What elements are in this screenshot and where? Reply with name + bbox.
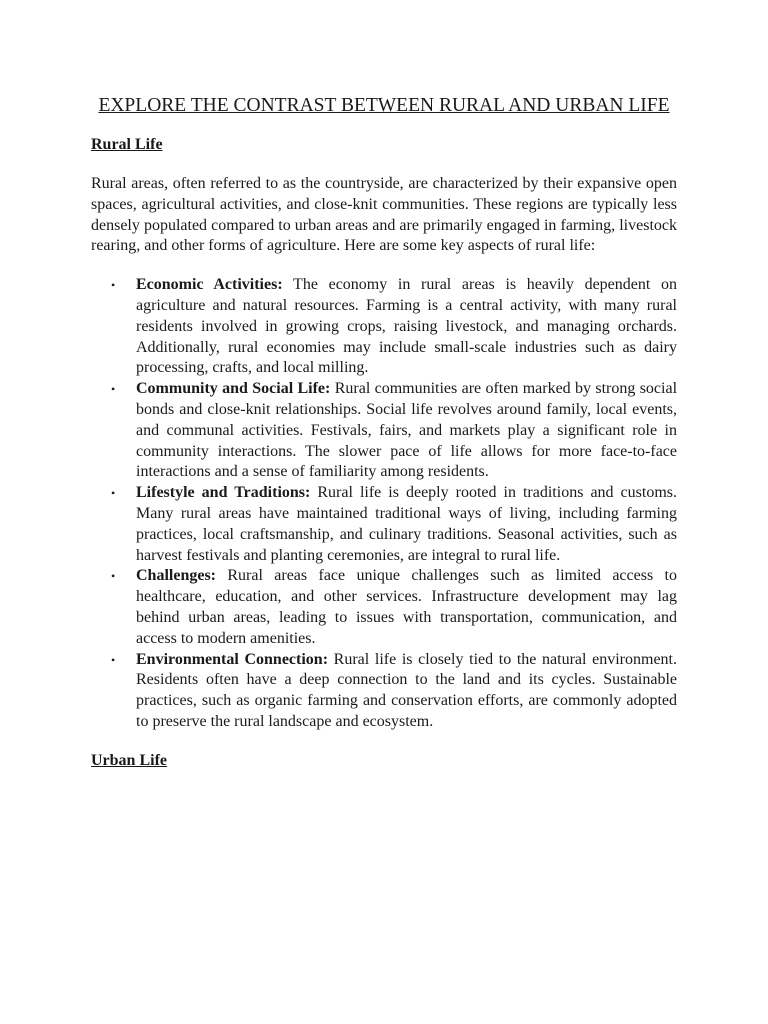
section-heading-rural-life: Rural Life [91, 136, 163, 153]
list-item [91, 483, 677, 566]
list-item [91, 379, 677, 483]
document-title: EXPLORE THE CONTRAST BETWEEN RURAL AND URBAN LIFE [98, 95, 670, 116]
list-item [91, 650, 677, 733]
bullet-icon: • [111, 652, 116, 667]
bullet-icon: • [111, 486, 116, 501]
rural-aspects-list [91, 275, 677, 733]
section-heading-urban-life: Urban Life [91, 751, 167, 769]
rural-intro-paragraph: Rural areas, often referred to as the countryside, are characterized by their expansive open spaces, agricultural activities, and close-knit communities. These regions are typically less densely populated compared to urban areas and are primarily engaged in farming, livestock rearing, and other forms of agriculture. Here are some key aspects of rural life: [91, 175, 677, 255]
list-item [91, 566, 677, 649]
list-item-text: Rural life is deeply rooted in traditions and customs. Many rural areas have maintained traditional ways of living, including farming practices, local craftsmanship, and culinary traditions. Seasonal activities, such as harvest festivals and planting ceremonies, are integral to rural life. [136, 484, 678, 564]
list-item-term: Economic Activities: [136, 276, 283, 294]
list-item-text: The economy in rural areas is heavily dependent on agriculture and natural resources. Farming is a central activity, with many rural residents involved in growing crops, raising livestock, and managing orchards. Additionally, rural economies may include small-scale industries such as dairy processing, crafts, and local milling. [136, 276, 678, 377]
list-item [91, 275, 677, 379]
list-item-term: Lifestyle and Traditions: [136, 484, 311, 502]
bullet-icon: • [111, 278, 116, 293]
list-item-term: Challenges: [136, 567, 216, 585]
list-item-text: Rural areas face unique challenges such as limited access to healthcare, education, and other services. Infrastructure development may lag behind urban areas, leading to issues with transportation, communication, and access to modern amenities. [136, 567, 677, 647]
bullet-icon: • [111, 569, 116, 584]
list-item-text: Rural communities are often marked by strong social bonds and close-knit relationships. Social life revolves around family, local events, and communal activities. Festivals, fairs, and markets play a significant role in community interactions. The slower pace of life allows for more face-to-face interactions and a sense of familiarity among residents. [136, 380, 678, 481]
list-item-text: Rural life is closely tied to the natural environment. Residents often have a deep connection to the land and its cycles. Sustainable practices, such as organic farming and conservation efforts, are commonly adopted to preserve the rural landscape and ecosystem. [136, 650, 677, 730]
list-item-term: Environmental Connection: [136, 650, 329, 668]
document-page [91, 94, 677, 771]
list-item-term: Community and Social Life: [136, 380, 331, 398]
bullet-icon: • [111, 382, 116, 397]
